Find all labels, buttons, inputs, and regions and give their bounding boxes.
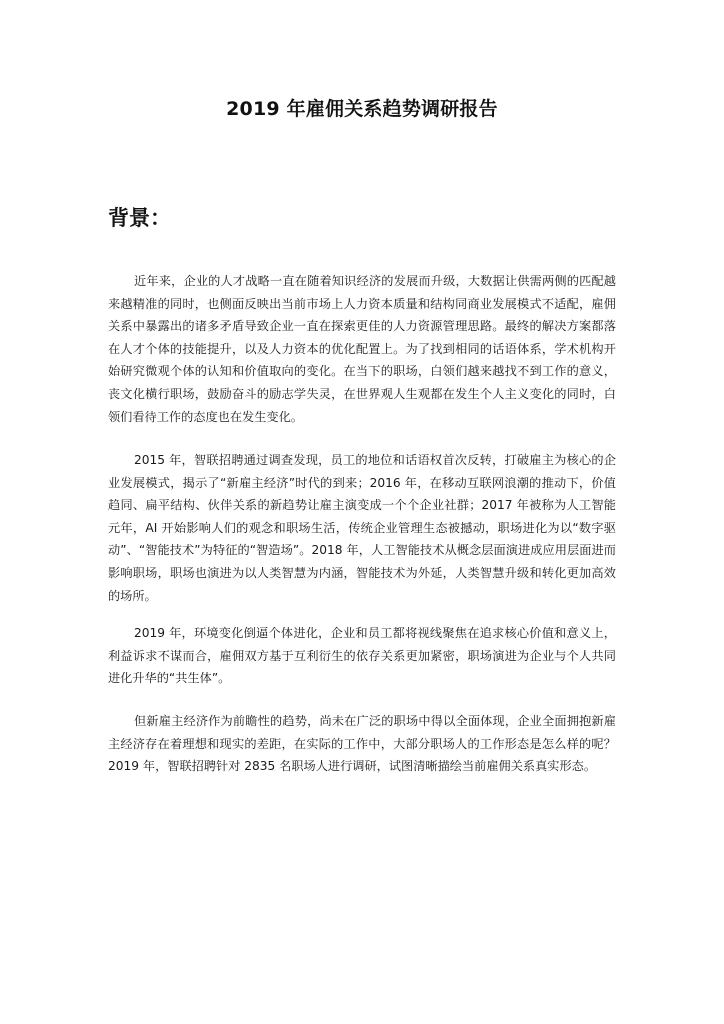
- document-title: 2019 年雇佣关系趋势调研报告: [226, 98, 498, 120]
- paragraph-1: 近年来，企业的人才战略一直在随着知识经济的发展而升级，大数据让供需两侧的匹配越来越精准的同时，也侧面反映出当前市场上人力资本质量和结构同商业发展模式不适配，雇佣关系中暴露出的诸多矛盾导致企业一直在探索更佳的人力资源管理思路。最终的解决方案都落在人才个体的技能提升，以及人力资本的优化配置上。为了找到相同的话语体系，学术机构开始研究微观个体的认知和价值取向的变化。在当下的职场，白领们越来越找不到工作的意义，丧文化横行职场，鼓励奋斗的励志学失灵，在世界观人生观都在发生个人主义变化的同时，白领们看待工作的态度也在发生变化。: [108, 274, 616, 424]
- paragraph-2: 2015 年，智联招聘通过调查发现，员工的地位和话语权首次反转，打破雇主为核心的企业发展模式，揭示了“新雇主经济”时代的到来；2016 年，在移动互联网浪潮的推动下，价值趋同、扁平结构、伙伴关系的新趋势让雇主演变成一个个企业社群；2017 年被称为人工智能元年，AI 开始影响人们的观念和职场生活，传统企业管理生态被撼动，职场进化为以“数字驱动”、“智能技术”为特征的“智造场”。2018 年，人工智能技术从概念层面演进成应用层面进而影响职场，职场也演进为以人类智慧为内涵，智能技术为外延，人类智慧升级和转化更加高效的场所。: [108, 453, 616, 603]
- paragraph-3: 2019 年，环境变化倒逼个体进化，企业和员工都将视线聚焦在追求核心价值和意义上， 利益诉求不谋而合，雇佣双方基于互利衍生的依存关系更加紧密，职场演进为企业与个人共同进化升华的“共生体”。: [108, 626, 616, 686]
- paragraph-4: 但新雇主经济作为前瞻性的趋势，尚未在广泛的职场中得以全面体现，企业全面拥抱新雇主经济存在着理想和现实的差距，在实际的工作中，大部分职场人的工作形态是怎么样的呢？2019 年，智联招聘针对 2835 名职场人进行调研，试图清晰描绘当前雇佣关系真实形态。: [108, 714, 616, 774]
- section-heading-background: 背景：: [108, 206, 171, 230]
